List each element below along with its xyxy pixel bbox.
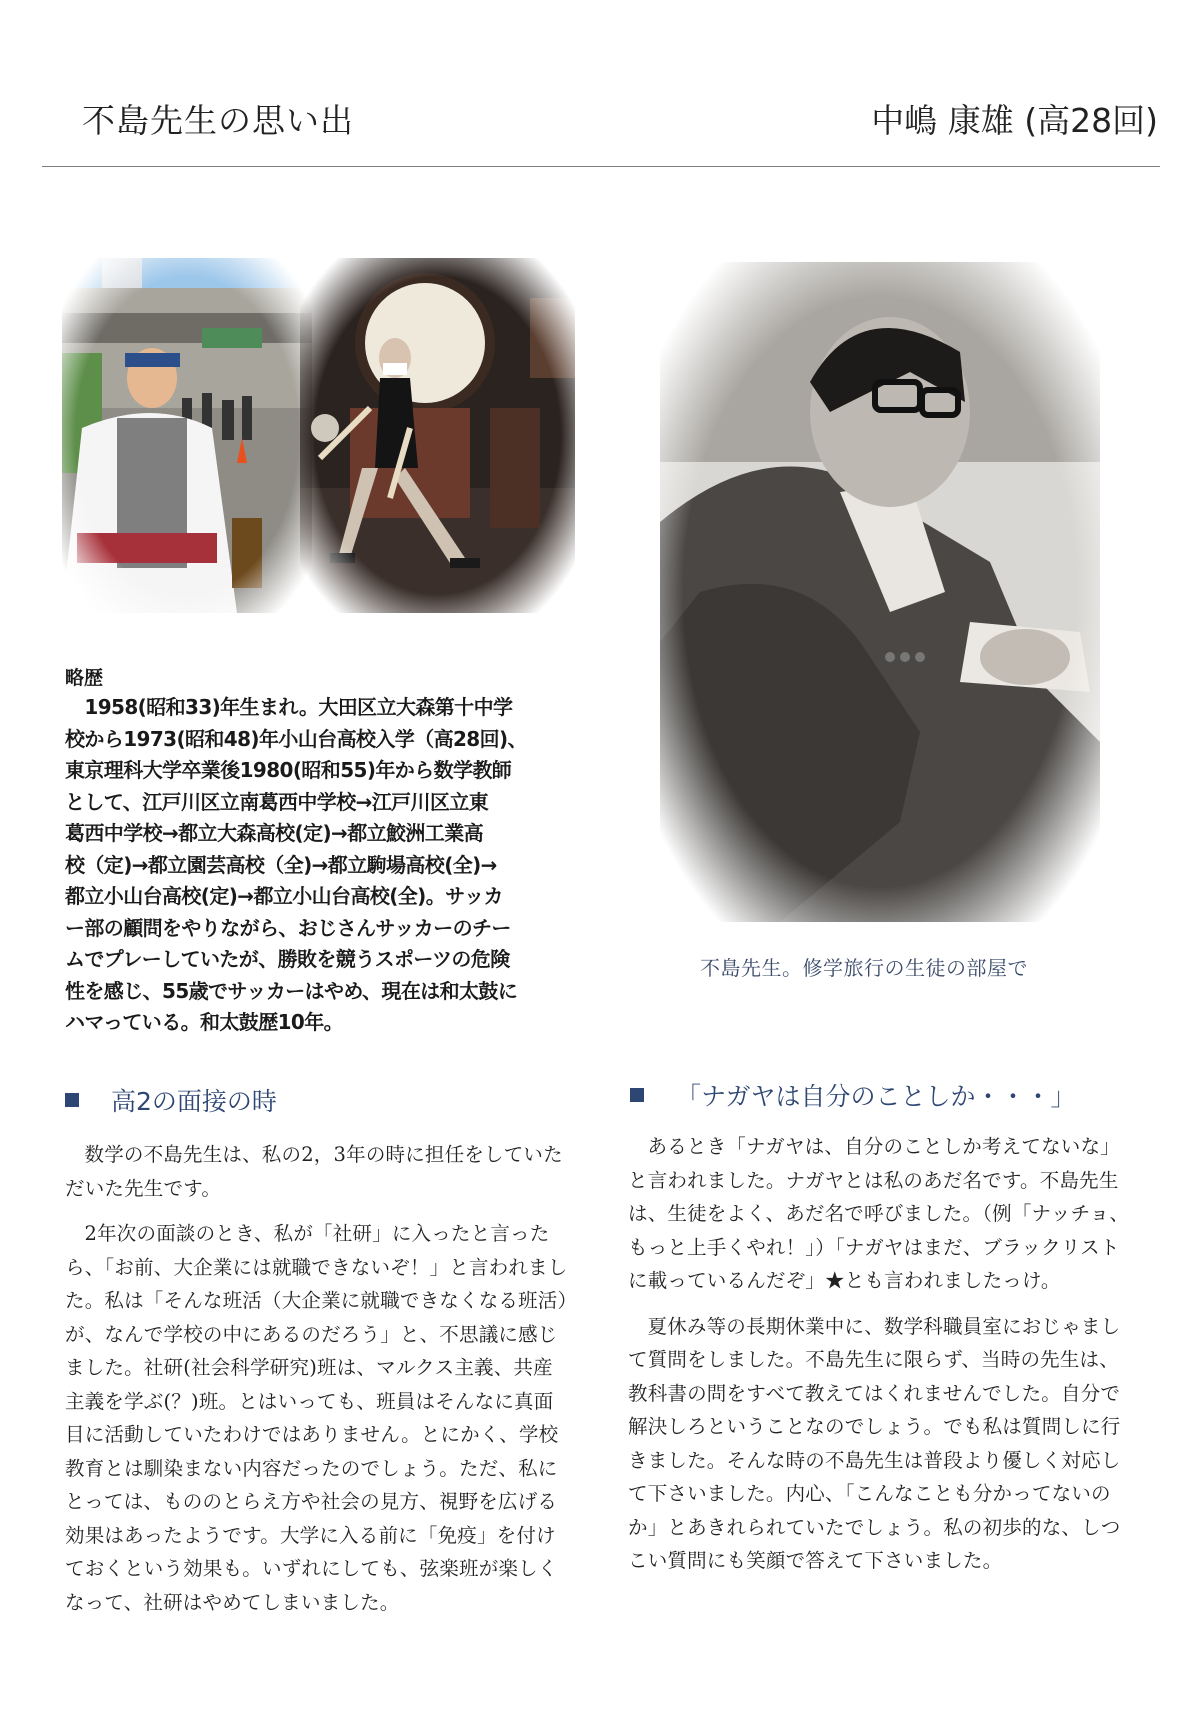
bio-text: 1958(昭和33)年生まれ。大田区立大森第十中学 校から1973(昭和48)年小山台高校入学（高28回)、 東京理科大学卒業後1980(昭和55)年から数学教師 として、江戸川区立南葛西中学校→江戸川区立東 葛西中学校→都立大森高校(定)→都立鮫洲工業高 校（定)→都立園芸高校（全)→都立駒場高校(全)→ 都立小山台高校(定)→都立小山台高校(全)。サッカ ー部の顧問をやりながら、おじさんサッカーのチー ムでプレーしていたが、勝敗を競うスポーツの危険 性を感じ、55歳でサッカーはやめ、現在は和太鼓に ハマっている。和太鼓歴10年。 <box>65 695 527 1034</box>
section2-heading-text: 「ナガヤは自分のことしか・・・」 <box>676 1082 1076 1111</box>
square-bullet-icon <box>65 1093 79 1107</box>
bio-heading: 略歴 <box>65 667 104 689</box>
section2-body <box>628 1130 1133 1590</box>
section1-body <box>65 1138 570 1631</box>
section1-heading-text: 高2の面接の時 <box>111 1087 277 1116</box>
section2-paragraph: 夏休み等の長期休業中に、数学科職員室におじゃまして質問をしました。不島先生に限らず、当時の先生は、教科書の問をすべて教えてはくれませんでした。自分で解決しろということなのでしょう。でも私は質問しに行きました。そんな時の不島先生は普段より優しく対応して下さいました。内心、「こんなことも分かってないのか」とあきれられていたでしょう。私の初歩的な、しつこい質問にも笑顔で答えて下さいました。 <box>628 1314 1121 1572</box>
author-name: 中嶋 康雄 (高28回) <box>871 101 1158 140</box>
section1-paragraph: 2年次の面談のとき、私が「社研」に入ったと言ったら、「お前、大企業には就職できないぞ！」と言われました。私は「そんな班活（大企業に就職できなくなる班活）が、なんで学校の中にあるのだろう」と、不思議に感じました。社研(社会科学研究)班は、マルクス主義、共産主義を学ぶ(？)班。とはいっても、班員はそんなに真面目に活動していたわけではありません。とにかく、学校教育とは馴染まない内容だったのでしょう。ただ、私にとっては、もののとらえ方や社会の見方、視野を広げる効果はあったようです。大学に入る前に「免疫」を付けておくという効果も。いずれにしても、弦楽班が楽しくなって、社研はやめてしまいました。 <box>65 1222 568 1614</box>
section1-paragraph: 数学の不島先生は、私の2，3年の時に担任をしていただいた先生です。 <box>65 1143 563 1200</box>
page-title: 不島先生の思い出 <box>82 101 354 140</box>
square-bullet-icon <box>630 1088 644 1102</box>
photo-caption: 不島先生。修学旅行の生徒の部屋で <box>700 956 1028 980</box>
section2-heading <box>630 1077 1076 1113</box>
teacher-portrait-icon <box>660 262 1100 922</box>
taiko-drum-photo-icon <box>300 258 575 613</box>
header-divider <box>42 166 1160 167</box>
section2-paragraph: あるとき「ナガヤは、自分のことしか考えてないな」と言われました。ナガヤとは私のあだ名です。不島先生は、生徒をよく、あだ名で呼びました。（例「ナッチョ、もっと上手くやれ！」）「ナガヤはまだ、ブラックリストに載っているんだぞ」★とも言われましたっけ。 <box>628 1135 1130 1292</box>
festival-photo-icon <box>62 258 312 613</box>
section1-heading <box>65 1082 277 1118</box>
